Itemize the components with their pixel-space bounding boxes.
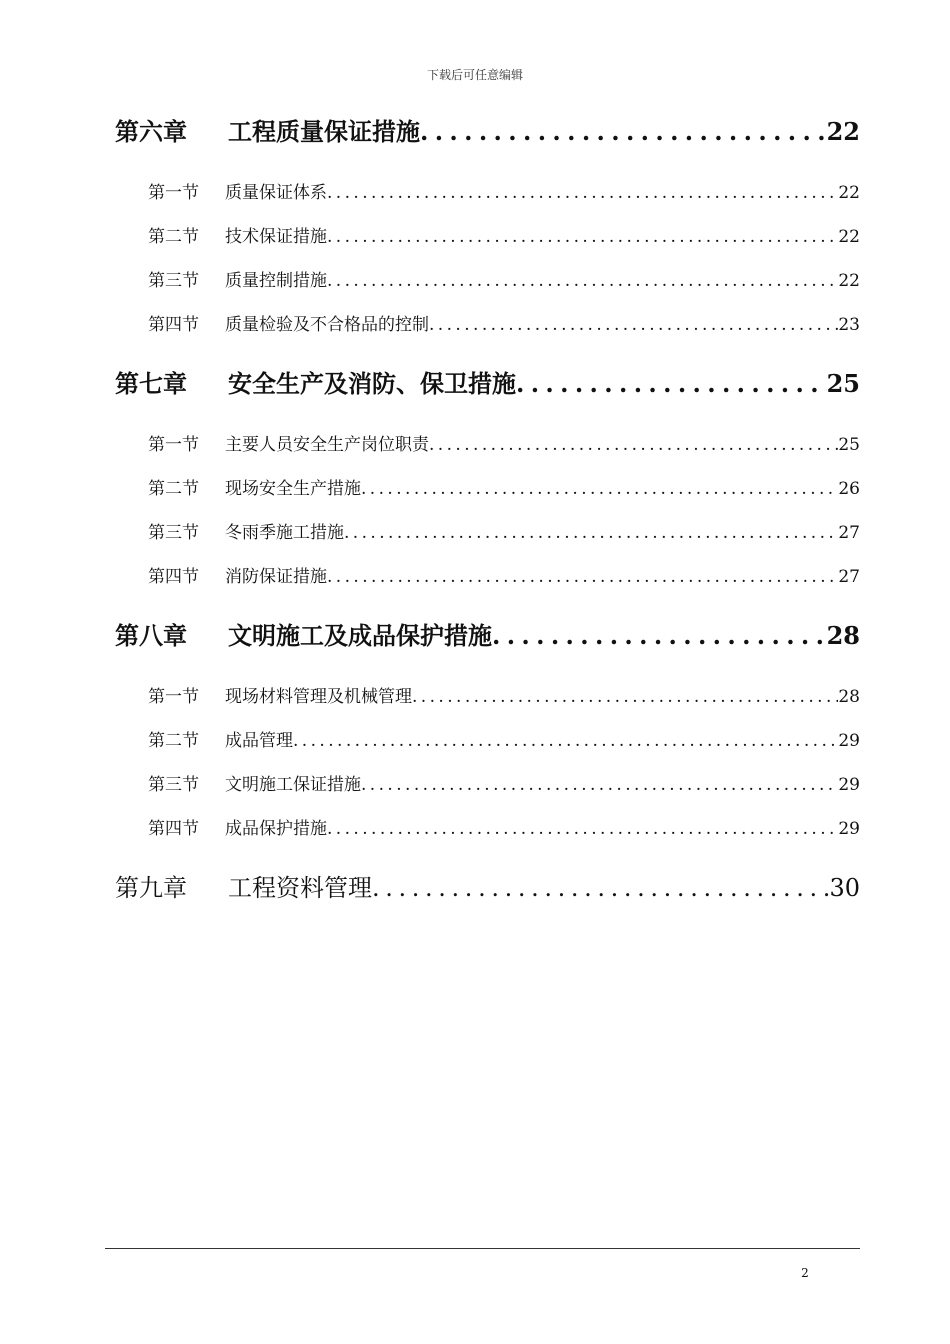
dot-leader (327, 183, 838, 203)
section-page-number: 29 (838, 775, 860, 795)
toc-section-entry[interactable] (148, 726, 860, 750)
section-title: 主要人员安全生产岗位职责 (225, 435, 429, 455)
toc-chapter-entry[interactable] (115, 616, 860, 648)
chapter-page-number: 22 (826, 117, 860, 146)
dot-leader (420, 117, 827, 146)
chapter-page-number: 25 (826, 369, 860, 398)
toc-chapter-entry[interactable] (115, 112, 860, 144)
section-number: 第二节 (148, 731, 199, 751)
section-title: 技术保证措施 (225, 227, 327, 247)
toc-section-entry[interactable] (148, 222, 860, 246)
section-number: 第一节 (148, 435, 199, 455)
chapter-title: 工程质量保证措施 (228, 117, 420, 146)
toc-section-entry[interactable] (148, 814, 860, 838)
dot-leader (327, 819, 838, 839)
section-number: 第一节 (148, 687, 199, 707)
section-page-number: 23 (838, 315, 860, 335)
section-number: 第一节 (148, 183, 199, 203)
page-number: 2 (801, 1266, 809, 1280)
section-page-number: 27 (838, 567, 860, 587)
dot-leader (361, 479, 838, 499)
section-title: 现场安全生产措施 (225, 479, 361, 499)
section-number: 第四节 (148, 819, 199, 839)
chapter-number: 第九章 (115, 874, 187, 902)
dot-leader (372, 874, 829, 902)
chapter-page-number: 30 (829, 874, 860, 902)
dot-leader (344, 523, 838, 543)
dot-leader (361, 775, 838, 795)
section-page-number: 22 (838, 227, 860, 247)
dot-leader (429, 435, 838, 455)
toc-section-entry[interactable] (148, 682, 860, 706)
section-title: 成品管理 (225, 731, 293, 751)
dot-leader (429, 315, 838, 335)
toc-chapter-entry[interactable] (115, 868, 860, 900)
toc-chapter-entry[interactable] (115, 364, 860, 396)
chapter-title: 安全生产及消防、保卫措施 (228, 369, 516, 398)
section-title: 消防保证措施 (225, 567, 327, 587)
toc-section-entry[interactable] (148, 266, 860, 290)
section-page-number: 28 (838, 687, 860, 707)
section-title: 成品保护措施 (225, 819, 327, 839)
chapter-number: 第八章 (115, 621, 187, 650)
dot-leader (327, 227, 838, 247)
section-number: 第三节 (148, 523, 199, 543)
section-page-number: 29 (838, 819, 860, 839)
toc-section-entry[interactable] (148, 178, 860, 202)
section-title: 质量控制措施 (225, 271, 327, 291)
section-number: 第四节 (148, 315, 199, 335)
section-number: 第四节 (148, 567, 199, 587)
dot-leader (492, 621, 827, 650)
section-page-number: 29 (838, 731, 860, 751)
toc-section-entry[interactable] (148, 310, 860, 334)
chapter-title: 工程资料管理 (228, 874, 372, 902)
dot-leader (327, 567, 838, 587)
toc-section-entry[interactable] (148, 518, 860, 542)
section-title: 文明施工保证措施 (225, 775, 361, 795)
chapter-number: 第七章 (115, 369, 187, 398)
footer-divider (105, 1248, 860, 1249)
dot-leader (516, 369, 827, 398)
toc-section-entry[interactable] (148, 430, 860, 454)
chapter-number: 第六章 (115, 117, 187, 146)
section-page-number: 22 (838, 271, 860, 291)
chapter-page-number: 28 (826, 621, 860, 650)
dot-leader (412, 687, 838, 707)
toc-section-entry[interactable] (148, 474, 860, 498)
section-page-number: 26 (838, 479, 860, 499)
section-number: 第二节 (148, 227, 199, 247)
section-page-number: 27 (838, 523, 860, 543)
dot-leader (327, 271, 838, 291)
section-title: 质量检验及不合格品的控制 (225, 315, 429, 335)
toc-section-entry[interactable] (148, 562, 860, 586)
section-title: 冬雨季施工措施 (225, 523, 344, 543)
section-page-number: 25 (838, 435, 860, 455)
section-page-number: 22 (838, 183, 860, 203)
section-title: 现场材料管理及机械管理 (225, 687, 412, 707)
section-number: 第二节 (148, 479, 199, 499)
section-number: 第三节 (148, 271, 199, 291)
chapter-title: 文明施工及成品保护措施 (228, 621, 492, 650)
page-header: 下载后可任意编辑 (426, 68, 523, 82)
toc-section-entry[interactable] (148, 770, 860, 794)
section-number: 第三节 (148, 775, 199, 795)
dot-leader (293, 731, 838, 751)
section-title: 质量保证体系 (225, 183, 327, 203)
